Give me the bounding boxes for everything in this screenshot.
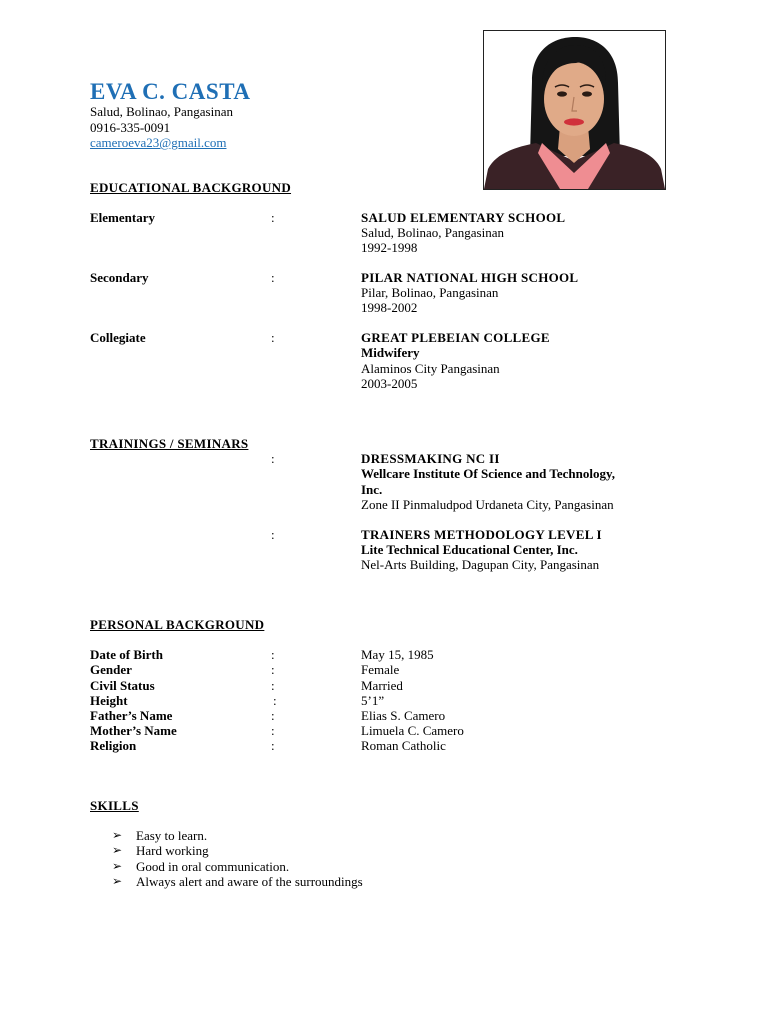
personal-label: Height	[90, 693, 128, 708]
skill-text: Always alert and aware of the surroundings	[136, 873, 363, 889]
colon-separator: :	[271, 678, 275, 693]
skill-item	[112, 859, 363, 874]
personal-value: Female	[361, 662, 400, 677]
arrow-bullet-icon: ➢	[112, 843, 123, 858]
training-title: TRAINERS METHODOLOGY LEVEL I	[361, 527, 602, 542]
personal-label: Father’s Name	[90, 708, 173, 723]
personal-value: Roman Catholic	[361, 738, 446, 753]
colon-separator: :	[271, 662, 275, 677]
education-level-label: Secondary	[90, 270, 149, 285]
personal-value: Married	[361, 678, 403, 693]
skill-text: Easy to learn.	[136, 828, 208, 843]
personal-value: 5’1”	[361, 693, 385, 708]
skills-heading: SKILLS	[90, 798, 139, 813]
training-institution: Wellcare Institute Of Science and Technology,	[361, 466, 615, 481]
colon-separator: :	[271, 647, 275, 662]
personal-label: Mother’s Name	[90, 723, 177, 738]
training-address: Zone II Pinmaludpod Urdaneta City, Pangasinan	[361, 497, 614, 512]
school-years: 2003-2005	[361, 376, 418, 391]
school-name: SALUD ELEMENTARY SCHOOL	[361, 210, 566, 225]
applicant-photo	[483, 30, 666, 190]
personal-label: Civil Status	[90, 678, 155, 693]
colon-separator: :	[271, 527, 275, 542]
course-name: Midwifery	[361, 345, 420, 360]
colon-separator: :	[271, 708, 275, 723]
applicant-email-link[interactable]: cameroeva23@gmail.com	[90, 135, 227, 150]
personal-value: Limuela C. Camero	[361, 723, 464, 738]
arrow-bullet-icon: ➢	[112, 858, 123, 873]
skill-item	[112, 874, 363, 889]
skill-text: Good in oral communication.	[136, 858, 290, 874]
training-address: Nel-Arts Building, Dagupan City, Pangasinan	[361, 557, 600, 572]
applicant-address: Salud, Bolinao, Pangasinan	[90, 104, 233, 119]
school-location: Salud, Bolinao, Pangasinan	[361, 225, 504, 240]
personal-heading: PERSONAL BACKGROUND	[90, 617, 265, 632]
personal-label: Date of Birth	[90, 647, 163, 662]
education-heading: EDUCATIONAL BACKGROUND	[90, 180, 292, 195]
school-location: Alaminos City Pangasinan	[361, 361, 500, 376]
skill-text: Hard working	[136, 843, 209, 859]
training-title: DRESSMAKING NC II	[361, 451, 500, 466]
school-name: PILAR NATIONAL HIGH SCHOOL	[361, 270, 579, 285]
applicant-name: EVA C. CASTA	[90, 79, 251, 104]
training-institution: Lite Technical Educational Center, Inc.	[361, 542, 578, 557]
personal-value: May 15, 1985	[361, 647, 434, 662]
trainings-heading: TRAININGS / SEMINARS	[90, 436, 249, 451]
school-location: Pilar, Bolinao, Pangasinan	[361, 285, 499, 300]
colon-separator: :	[271, 723, 275, 738]
colon-separator: :	[271, 738, 275, 753]
colon-separator: :	[273, 693, 277, 708]
skill-item	[112, 843, 363, 858]
personal-label: Gender	[90, 662, 132, 677]
applicant-phone: 0916-335-0091	[90, 120, 171, 135]
school-years: 1998-2002	[361, 300, 418, 315]
personal-value: Elias S. Camero	[361, 708, 446, 723]
education-level-label: Elementary	[90, 210, 155, 225]
colon-separator: :	[271, 451, 275, 466]
education-level-label: Collegiate	[90, 330, 146, 345]
school-name: GREAT PLEBEIAN COLLEGE	[361, 330, 550, 345]
colon-separator: :	[271, 270, 275, 285]
training-institution-cont: Inc.	[361, 482, 383, 497]
school-years: 1992-1998	[361, 240, 418, 255]
arrow-bullet-icon: ➢	[112, 873, 123, 888]
colon-separator: :	[271, 210, 275, 225]
portrait-image	[484, 31, 665, 189]
skills-list	[112, 828, 363, 889]
personal-label: Religion	[90, 738, 137, 753]
colon-separator: :	[271, 330, 275, 345]
arrow-bullet-icon: ➢	[112, 828, 123, 842]
skill-item	[112, 828, 363, 843]
